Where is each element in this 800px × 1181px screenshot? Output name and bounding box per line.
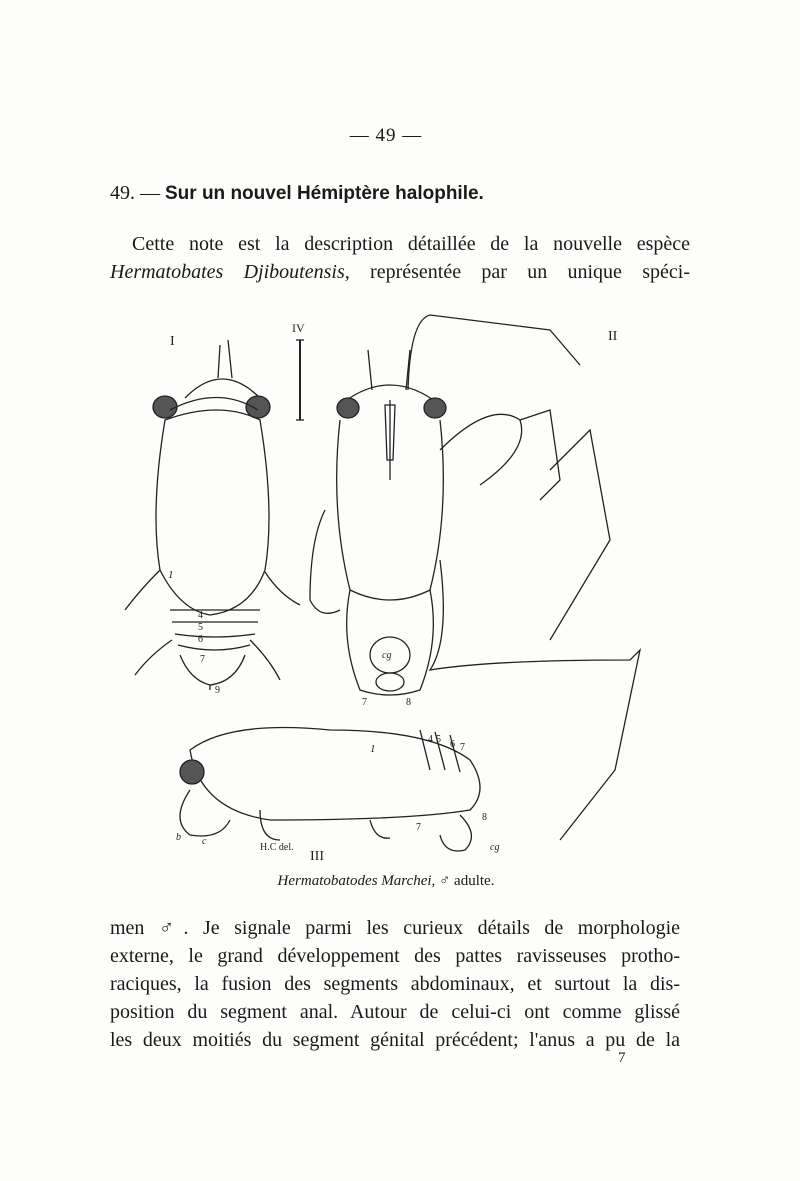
panel-label-2: II bbox=[608, 329, 618, 344]
panel-label-3: III bbox=[310, 849, 324, 864]
insect-illustration bbox=[110, 310, 670, 870]
panel-label-1: I bbox=[170, 334, 175, 349]
body-line-3: raciques, la fusion des segments abdominaux, et surtout la dis- bbox=[110, 973, 680, 995]
ventral-view bbox=[310, 315, 640, 840]
dorsal-view bbox=[125, 340, 300, 696]
body-line-5: les deux moitiés du segment génital précédent; l'anus a pu de la bbox=[110, 1029, 680, 1051]
caption-sign: ♂ bbox=[439, 873, 451, 889]
seg-label-6: 6 bbox=[198, 634, 203, 645]
figure-caption bbox=[0, 873, 772, 890]
seg-label-7d: 7 bbox=[416, 822, 421, 833]
body-paragraph bbox=[110, 914, 680, 1054]
seg-label-8b: 8 bbox=[482, 812, 487, 823]
seg-label-4: 4 bbox=[198, 610, 203, 621]
section-dash: — bbox=[140, 182, 160, 204]
seg-label-1: 1 bbox=[168, 569, 174, 581]
section-title: Sur un nouvel Hémiptère halophile. bbox=[165, 183, 484, 204]
seg-label-7b: 7 bbox=[362, 697, 367, 708]
caption-name: Hermatobatodes Marchei, bbox=[277, 873, 436, 889]
seg-label-8: 8 bbox=[406, 697, 411, 708]
seg-label-5b: 5 bbox=[436, 734, 441, 745]
section-number: 49. bbox=[110, 182, 135, 204]
species-name: Hermatobates Djiboutensis, bbox=[110, 261, 350, 283]
signature-mark: 7 bbox=[618, 1050, 626, 1066]
seg-label-7: 7 bbox=[200, 654, 205, 665]
seg-label-7c: 7 bbox=[460, 742, 465, 753]
intro-paragraph bbox=[110, 230, 690, 286]
seg-label-4b: 4 bbox=[428, 734, 433, 745]
seg-label-6b: 6 bbox=[450, 739, 455, 750]
seg-label-5: 5 bbox=[198, 622, 203, 633]
lateral-view bbox=[176, 728, 499, 854]
section-heading bbox=[110, 182, 484, 205]
body-line-2: externe, le grand développement des pattes ravisseuses protho- bbox=[110, 945, 680, 967]
body-line-1: men ♂. Je signale parmi les curieux détails de morphologie bbox=[110, 917, 680, 939]
intro-line-1: Cette note est la description détaillée de la nouvelle espèce bbox=[132, 233, 690, 255]
panel-label-4: IV bbox=[292, 321, 305, 335]
intro-line-2-rest: représentée par un unique spéci- bbox=[370, 261, 690, 283]
insect-figure bbox=[110, 310, 670, 870]
body-line-4: position du segment anal. Autour de celui-ci ont comme glissé bbox=[110, 1001, 680, 1023]
seg-label-c: c bbox=[202, 836, 207, 847]
seg-label-b: b bbox=[176, 832, 181, 843]
caption-rest: adulte. bbox=[454, 873, 495, 889]
seg-label-cg: cg bbox=[382, 650, 392, 661]
seg-label-9: 9 bbox=[215, 685, 220, 696]
seg-label-1b: 1 bbox=[370, 743, 376, 755]
seg-label-cg-b: cg bbox=[490, 842, 500, 853]
page-number: — 49 — bbox=[349, 125, 423, 146]
intro-line-2 bbox=[110, 258, 690, 286]
artist-credit: H.C del. bbox=[260, 842, 294, 853]
